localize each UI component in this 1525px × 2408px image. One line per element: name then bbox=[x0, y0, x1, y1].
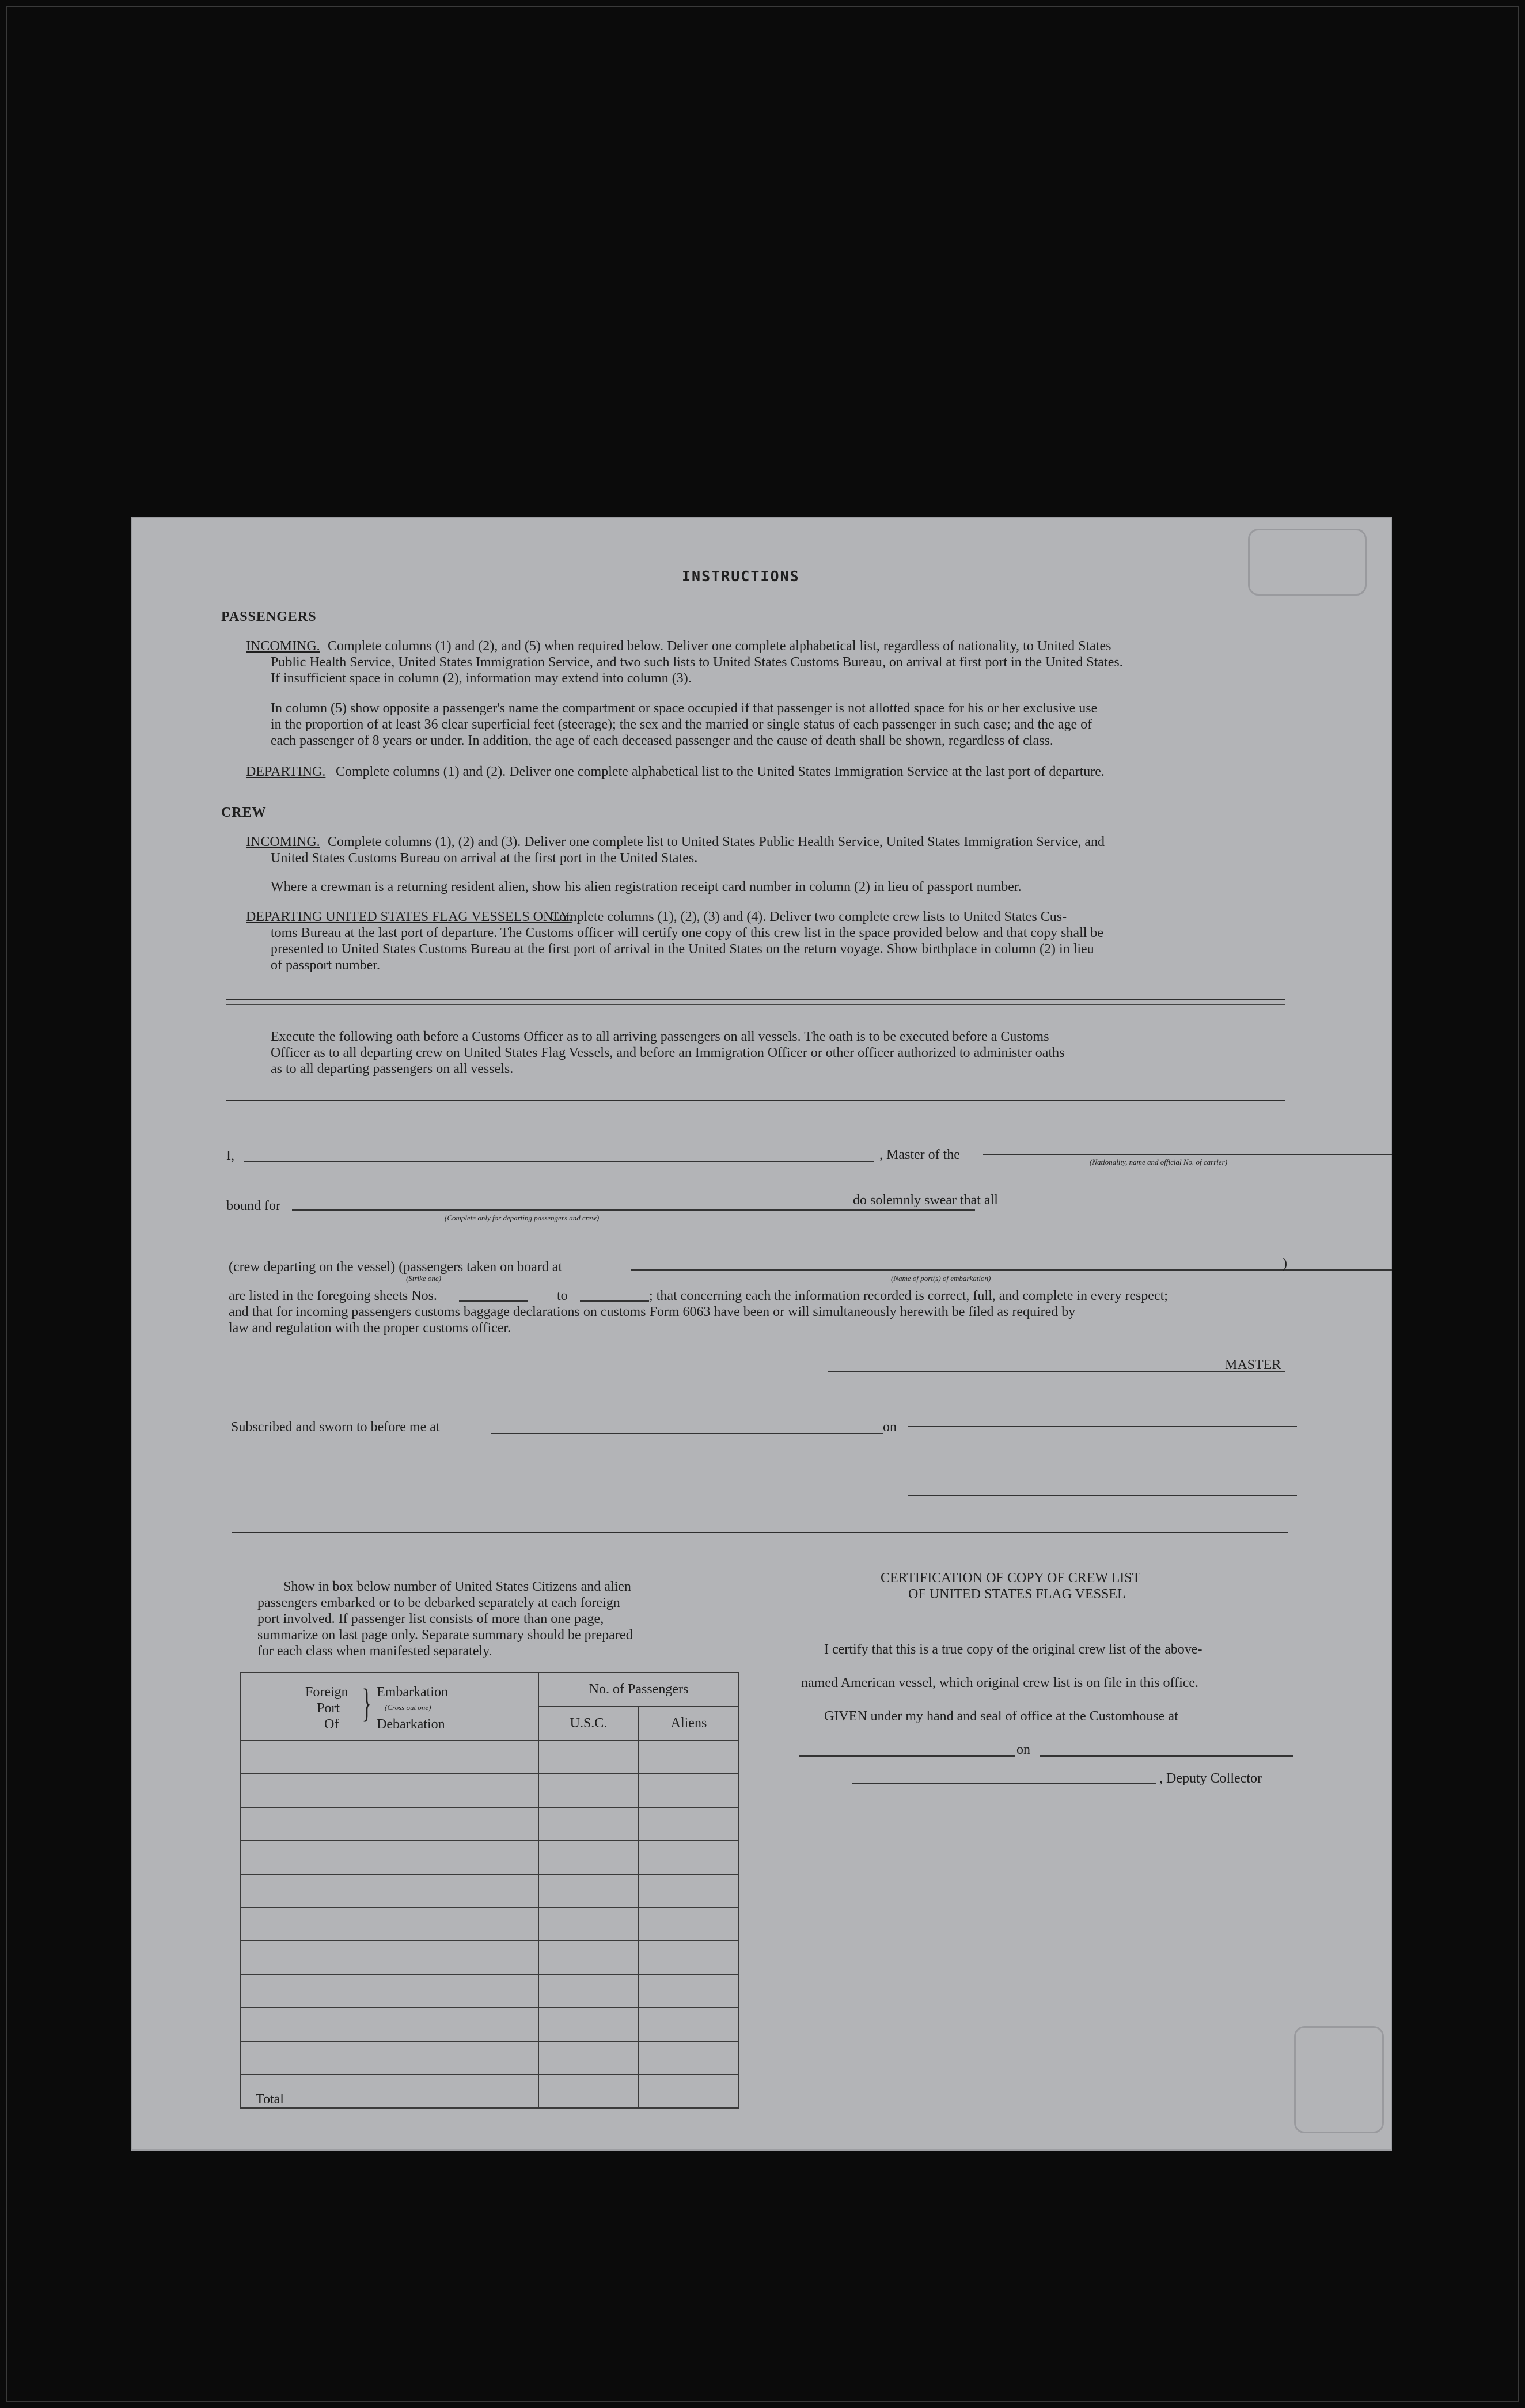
port-cell[interactable] bbox=[240, 1908, 538, 1941]
port-cell[interactable] bbox=[240, 1740, 538, 1774]
crew-incoming-line-1: Complete columns (1), (2) and (3). Deliver one complete list to United States Public Health Service, United States Immigration Service, and bbox=[328, 835, 1105, 850]
foreign-label: Foreign bbox=[305, 1685, 348, 1700]
certification-title-2: OF UNITED STATES FLAG VESSEL bbox=[908, 1587, 1126, 1602]
crew-departing-line-4: of passport number. bbox=[271, 958, 380, 973]
bound-for-label: bound for bbox=[226, 1199, 280, 1214]
port-label: Port bbox=[317, 1701, 340, 1716]
form-sheet bbox=[131, 517, 1392, 2151]
usc-total-cell[interactable] bbox=[538, 2075, 639, 2108]
page-title: INSTRUCTIONS bbox=[682, 568, 800, 585]
column5-line-1: In column (5) show opposite a passenger's name the compartment or space occupied if that passenger is not allotted space for his or her exclusive use bbox=[271, 701, 1098, 716]
table-row bbox=[240, 1740, 739, 1774]
certification-title-1: CERTIFICATION OF COPY OF CREW LIST bbox=[881, 1571, 1141, 1586]
table-row bbox=[240, 2041, 739, 2075]
resident-alien-text: Where a crewman is a returning resident alien, show his alien registration receipt card number in column (2) in lieu of passport number. bbox=[271, 879, 1022, 894]
bound-for-caption: (Complete only for departing passengers and crew) bbox=[445, 1214, 600, 1222]
brace-icon: } bbox=[362, 1681, 372, 1726]
aliens-cell[interactable] bbox=[639, 1941, 739, 1974]
crew-departing-line-1: Complete columns (1), (2), (3) and (4). Deliver two complete crew lists to United States Cus- bbox=[550, 909, 1067, 924]
port-cell[interactable] bbox=[240, 1807, 538, 1841]
column5-line-2: in the proportion of at least 36 clear superficial feet (steerage); the sex and the married or single status of each passenger in such case; and the age of bbox=[271, 717, 1092, 732]
master-signature-field[interactable] bbox=[828, 1371, 1285, 1372]
crew-passengers-text: (crew departing on the vessel) (passengers taken on board at bbox=[229, 1260, 563, 1275]
cross-out-label: (Cross out one) bbox=[385, 1703, 431, 1712]
aliens-cell[interactable] bbox=[639, 1774, 739, 1807]
usc-cell[interactable] bbox=[538, 1807, 639, 1841]
passengers-departing-text: Complete columns (1) and (2). Deliver one complete alphabetical list to the United States Immigration Service at the last port of departure. bbox=[336, 764, 1105, 779]
crew-departing-line-2: toms Bureau at the last port of departure. The Customs officer will certify one copy of this crew list in the space provided below and that copy shall be bbox=[271, 926, 1104, 941]
aliens-cell[interactable] bbox=[639, 2008, 739, 2041]
aliens-cell[interactable] bbox=[639, 1841, 739, 1874]
of-label: Of bbox=[324, 1717, 339, 1732]
table-row bbox=[240, 1841, 739, 1874]
total-label-cell bbox=[240, 2075, 538, 2108]
oath-instruction-line-3: as to all departing passengers on all vessels. bbox=[271, 1061, 514, 1076]
crew-heading: CREW bbox=[221, 805, 267, 820]
usc-header: U.S.C. bbox=[538, 1707, 639, 1740]
master-name-field[interactable] bbox=[244, 1161, 874, 1162]
regulation-line: law and regulation with the proper customs officer. bbox=[229, 1321, 511, 1336]
aliens-cell[interactable] bbox=[639, 1874, 739, 1908]
bound-for-field[interactable] bbox=[292, 1209, 975, 1211]
carrier-caption: (Nationality, name and official No. of carrier) bbox=[1090, 1158, 1228, 1166]
aliens-cell[interactable] bbox=[639, 1807, 739, 1841]
table-row bbox=[240, 1774, 739, 1807]
usc-cell[interactable] bbox=[538, 1774, 639, 1807]
summary-intro-line-4: summarize on last page only. Separate summary should be prepared bbox=[257, 1628, 633, 1643]
usc-cell[interactable] bbox=[538, 1908, 639, 1941]
passengers-incoming-label bbox=[246, 638, 320, 654]
given-line: GIVEN under my hand and seal of office at the Customhouse at bbox=[824, 1709, 1178, 1724]
usc-cell[interactable] bbox=[538, 1841, 639, 1874]
port-cell[interactable] bbox=[240, 2041, 538, 2075]
divider-rule-2 bbox=[226, 1100, 1285, 1101]
officer-signature-field[interactable] bbox=[908, 1495, 1297, 1496]
port-cell[interactable] bbox=[240, 2008, 538, 2041]
port-cell[interactable] bbox=[240, 1974, 538, 2008]
table-row bbox=[240, 2008, 739, 2041]
certify-line-2: named American vessel, which original crew list is on file in this office. bbox=[801, 1675, 1199, 1690]
port-cell[interactable] bbox=[240, 1774, 538, 1807]
master-label: MASTER bbox=[1225, 1357, 1281, 1372]
embarkation-label: Embarkation bbox=[377, 1685, 448, 1700]
divider-rule-1 bbox=[226, 999, 1285, 1000]
crew-incoming-line-2: United States Customs Bureau on arrival at the first port in the United States. bbox=[271, 851, 698, 866]
port-header-cell bbox=[240, 1673, 538, 1740]
passengers-incoming-line-3: If insufficient space in column (2), information may extend into column (3). bbox=[271, 671, 692, 686]
divider-rule-1b bbox=[226, 1004, 1285, 1005]
usc-cell[interactable] bbox=[538, 2041, 639, 2075]
usc-cell[interactable] bbox=[538, 1874, 639, 1908]
table-row bbox=[240, 1874, 739, 1908]
no-of-passengers-header: No. of Passengers bbox=[538, 1673, 739, 1707]
passenger-summary-table bbox=[240, 1672, 739, 2109]
summary-intro-line-3: port involved. If passenger list consists of more than one page, bbox=[257, 1611, 604, 1626]
aliens-cell[interactable] bbox=[639, 1974, 739, 2008]
crew-departing-label bbox=[246, 909, 572, 925]
table-row bbox=[240, 1941, 739, 1974]
passengers-departing-caption: DEPARTING. bbox=[246, 764, 326, 779]
crew-incoming-label bbox=[246, 834, 320, 850]
subscribed-date-field[interactable] bbox=[908, 1426, 1297, 1427]
embarkation-port-field[interactable] bbox=[631, 1269, 1392, 1271]
table-row bbox=[240, 1807, 739, 1841]
usc-cell[interactable] bbox=[538, 1941, 639, 1974]
usc-cell[interactable] bbox=[538, 2008, 639, 2041]
usc-cell[interactable] bbox=[538, 1740, 639, 1774]
page-stamp-icon bbox=[1294, 2026, 1384, 2133]
aliens-cell[interactable] bbox=[639, 1908, 739, 1941]
summary-intro-line-5: for each class when manifested separately. bbox=[257, 1644, 492, 1659]
deputy-collector-label: , Deputy Collector bbox=[1159, 1771, 1262, 1786]
crew-departing-caption: DEPARTING UNITED STATES FLAG VESSELS ONLY. bbox=[246, 909, 572, 924]
document-body bbox=[131, 517, 1392, 2151]
crew-departing-line-3: presented to United States Customs Bureau at the first port of arrival in the United States on the return voyage. Show birthplace in column (2) in lieu bbox=[271, 942, 1094, 957]
passengers-incoming-line-1: Complete columns (1) and (2), and (5) when required below. Deliver one complete alphabetical list, regardless of nationality, to United States bbox=[328, 639, 1111, 654]
port-cell[interactable] bbox=[240, 1874, 538, 1908]
port-cell[interactable] bbox=[240, 1941, 538, 1974]
oath-instruction-line-1: Execute the following oath before a Customs Officer as to all arriving passengers on all vessels. The oath is to be executed before a Customs bbox=[271, 1029, 1049, 1044]
divider-rule-3 bbox=[232, 1532, 1288, 1533]
table-header-row bbox=[240, 1673, 739, 1707]
total-row bbox=[240, 2075, 739, 2108]
subscribed-label: Subscribed and sworn to before me at bbox=[231, 1420, 440, 1435]
ship-stamp-icon bbox=[1248, 529, 1367, 596]
aliens-total-cell[interactable] bbox=[639, 2075, 739, 2108]
passengers-incoming-line-2: Public Health Service, United States Immigration Service, and two such lists to United States Customs Bureau, on arrival at first port in the United States. bbox=[271, 655, 1123, 670]
table-row bbox=[240, 1908, 739, 1941]
listed-suffix: ; that concerning each the information recorded is correct, full, and complete in every respect; bbox=[649, 1288, 1168, 1303]
sheet-to-field[interactable] bbox=[580, 1300, 649, 1302]
subscribed-place-field[interactable] bbox=[491, 1433, 883, 1434]
close-paren: ) bbox=[1283, 1256, 1287, 1271]
passengers-heading: PASSENGERS bbox=[221, 609, 317, 624]
port-cell[interactable] bbox=[240, 1841, 538, 1874]
debarkation-label: Debarkation bbox=[377, 1717, 445, 1732]
master-of-label: , Master of the bbox=[879, 1147, 960, 1162]
total-label: Total bbox=[256, 2092, 284, 2107]
embarkation-caption: (Name of port(s) of embarkation) bbox=[891, 1274, 991, 1283]
carrier-field[interactable] bbox=[983, 1154, 1392, 1155]
usc-cell[interactable] bbox=[538, 1974, 639, 2008]
table-row bbox=[240, 1974, 739, 2008]
certify-line-1: I certify that this is a true copy of the original crew list of the above- bbox=[824, 1642, 1202, 1657]
listed-prefix: are listed in the foregoing sheets Nos. bbox=[229, 1288, 437, 1303]
strike-one-caption: (Strike one) bbox=[406, 1274, 442, 1283]
aliens-header: Aliens bbox=[639, 1707, 739, 1740]
sheet-from-field[interactable] bbox=[459, 1300, 528, 1302]
to-word: to bbox=[557, 1288, 568, 1303]
oath-i-label: I, bbox=[226, 1148, 234, 1163]
swear-text: do solemnly swear that all bbox=[853, 1193, 998, 1208]
certification-date-field[interactable] bbox=[1040, 1755, 1293, 1757]
baggage-line: and that for incoming passengers customs baggage declarations on customs Form 6063 have been or will simultaneously herewith be filed as required by bbox=[229, 1305, 1076, 1319]
passengers-incoming-caption: INCOMING. bbox=[246, 639, 320, 654]
customhouse-place-field[interactable] bbox=[799, 1755, 1015, 1757]
aliens-cell[interactable] bbox=[639, 2041, 739, 2075]
aliens-cell[interactable] bbox=[639, 1740, 739, 1774]
passengers-departing-label bbox=[246, 764, 325, 780]
certification-on-label: on bbox=[1016, 1742, 1030, 1757]
summary-intro-line-2: passengers embarked or to be debarked separately at each foreign bbox=[257, 1595, 620, 1610]
crew-incoming-caption: INCOMING. bbox=[246, 835, 320, 850]
summary-intro-line-1: Show in box below number of United States Citizens and alien bbox=[283, 1579, 631, 1594]
column5-line-3: each passenger of 8 years or under. In addition, the age of each deceased passenger and the cause of death shall be shown, regardless of class. bbox=[271, 733, 1053, 748]
deputy-signature-field[interactable] bbox=[852, 1783, 1156, 1784]
oath-instruction-line-2: Officer as to all departing crew on United States Flag Vessels, and before an Immigration Officer or other officer authorized to administer oaths bbox=[271, 1045, 1065, 1060]
subscribed-on-label: on bbox=[883, 1420, 897, 1435]
